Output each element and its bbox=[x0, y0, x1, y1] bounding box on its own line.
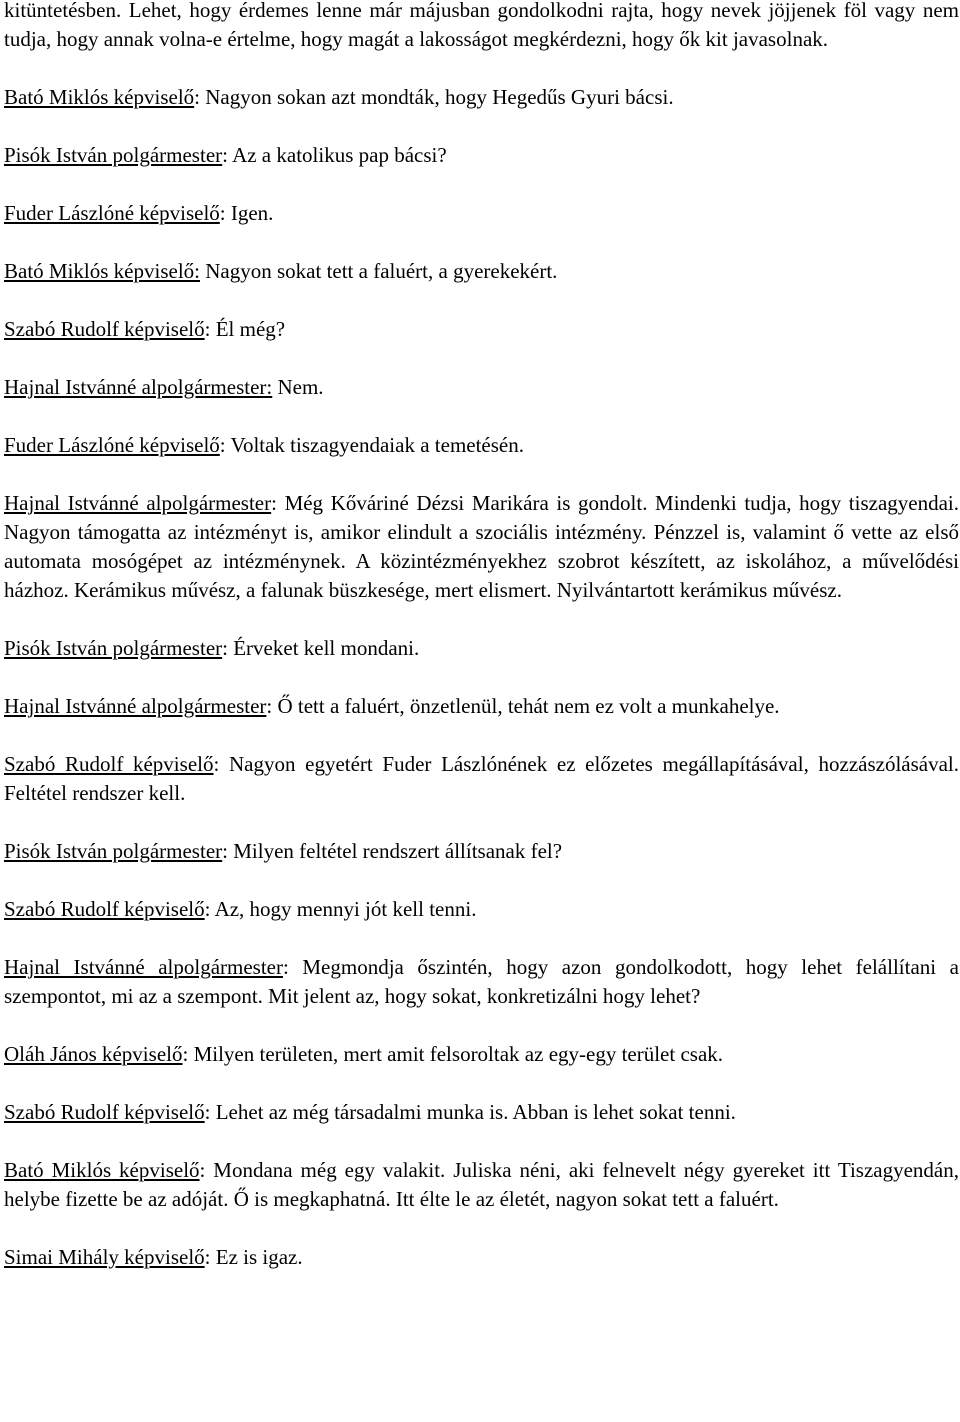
paragraph-hajnal-2 bbox=[4, 489, 959, 605]
paragraph-szabo-1 bbox=[4, 315, 959, 344]
paragraph-fuder-1 bbox=[4, 199, 959, 228]
speaker-name: Pisók István polgármester bbox=[4, 143, 223, 167]
paragraph-text: : Él még? bbox=[204, 317, 286, 341]
speaker-name: Szabó Rudolf képviselő bbox=[4, 752, 214, 776]
document-page bbox=[4, 0, 959, 1272]
paragraph-text: : Az, hogy mennyi jót kell tenni. bbox=[204, 897, 477, 921]
speaker-name: Fuder Lászlóné képviselő bbox=[4, 433, 220, 457]
paragraph-continuation bbox=[4, 0, 959, 54]
speaker-name: Bató Miklós képviselő bbox=[4, 85, 195, 109]
speaker-name: Hajnal Istvánné alpolgármester: bbox=[4, 375, 273, 399]
paragraph-pisok-3 bbox=[4, 837, 959, 866]
paragraph-text: : Az a katolikus pap bácsi? bbox=[222, 143, 447, 167]
speaker-name: Pisók István polgármester bbox=[4, 839, 223, 863]
paragraph-szabo-4 bbox=[4, 1098, 959, 1127]
speaker-name: Fuder Lászlóné képviselő bbox=[4, 201, 220, 225]
speaker-name: Hajnal Istvánné alpolgármester bbox=[4, 955, 283, 979]
paragraph-text: : Ő tett a faluért, önzetlenül, tehát nem ez volt a munkahelye. bbox=[266, 694, 780, 718]
paragraph-pisok-2 bbox=[4, 634, 959, 663]
paragraph-text: : Lehet az még társadalmi munka is. Abban is lehet sokat tenni. bbox=[204, 1100, 736, 1124]
speaker-name: Bató Miklós képviselő: bbox=[4, 259, 200, 283]
speaker-name: Bató Miklós képviselő bbox=[4, 1158, 200, 1182]
speaker-name: Oláh János képviselő bbox=[4, 1042, 183, 1066]
paragraph-fuder-2 bbox=[4, 431, 959, 460]
paragraph-text: : Még Kőváriné Dézsi Marikára is gondolt. Mindenki tudja, hogy tiszagyendai. Nagyon támogatta az intézményt is, amikor elindult a szociális intézmény. Pénzzel is, valamint ő vette az első automata mosógépet az intézménynek. A közintézményekhez szobrot készített, az iskolához, a művelődési házhoz. Kerámikus művész, a falunak büszkesége, mert elismert. Nyilvántartott kerámikus művész. bbox=[4, 491, 959, 602]
paragraph-simai-1 bbox=[4, 1243, 959, 1272]
paragraph-olah-1 bbox=[4, 1040, 959, 1069]
paragraph-bato-2 bbox=[4, 257, 959, 286]
paragraph-text: : Érveket kell mondani. bbox=[222, 636, 420, 660]
speaker-name: Szabó Rudolf képviselő bbox=[4, 317, 205, 341]
paragraph-text: : Mondana még egy valakit. Juliska néni, aki felnevelt négy gyereket itt Tiszagyendán, helybe fizette be az adóját. Ő is megkaphatná. Itt élte le az életét, nagyon sokat tett a faluért. bbox=[4, 1158, 959, 1211]
paragraph-szabo-2 bbox=[4, 750, 959, 808]
paragraph-text: : Milyen feltétel rendszert állítsanak fel? bbox=[222, 839, 563, 863]
speaker-name: Szabó Rudolf képviselő bbox=[4, 1100, 205, 1124]
paragraph-pisok-1 bbox=[4, 141, 959, 170]
speaker-name: Szabó Rudolf képviselő bbox=[4, 897, 205, 921]
paragraph-text: : Megmondja őszintén, hogy azon gondolkodott, hogy lehet felállítani a szempontot, mi az a szempont. Mit jelent az, hogy sokat, konkretizálni hogy lehet? bbox=[4, 955, 959, 1008]
paragraph-text: : Voltak tiszagyendaiak a temetésén. bbox=[219, 433, 524, 457]
paragraph-text: : Igen. bbox=[219, 201, 274, 225]
paragraph-text: Nem. bbox=[272, 375, 324, 399]
speaker-name: Hajnal Istvánné alpolgármester bbox=[4, 491, 272, 515]
speaker-name: Simai Mihály képviselő bbox=[4, 1245, 205, 1269]
paragraph-bato-3 bbox=[4, 1156, 959, 1214]
paragraph-text: : Nagyon sokan azt mondták, hogy Hegedűs Gyuri bácsi. bbox=[194, 85, 674, 109]
paragraph-hajnal-3 bbox=[4, 692, 959, 721]
paragraph-szabo-3 bbox=[4, 895, 959, 924]
paragraph-text: : Milyen területen, mert amit felsoroltak az egy-egy terület csak. bbox=[182, 1042, 724, 1066]
speaker-name: Pisók István polgármester bbox=[4, 636, 223, 660]
paragraph-hajnal-1 bbox=[4, 373, 959, 402]
paragraph-text: : Nagyon egyetért Fuder Lászlónének ez előzetes megállapításával, hozzászólásával. Feltétel rendszer kell. bbox=[4, 752, 960, 805]
speaker-name: Hajnal Istvánné alpolgármester bbox=[4, 694, 267, 718]
paragraph-hajnal-4 bbox=[4, 953, 959, 1011]
paragraph-text: : Ez is igaz. bbox=[204, 1245, 303, 1269]
paragraph-text: kitüntetésben. Lehet, hogy érdemes lenne már májusban gondolkodni rajta, hogy nevek jöjjenek föl vagy nem tudja, hogy annak volna-e értelme, hogy magát a lakosságot megkérdezni, hogy ők kit javasolnak. bbox=[4, 0, 959, 51]
paragraph-bato-1 bbox=[4, 83, 959, 112]
paragraph-text: Nagyon sokat tett a faluért, a gyerekekért. bbox=[200, 259, 558, 283]
